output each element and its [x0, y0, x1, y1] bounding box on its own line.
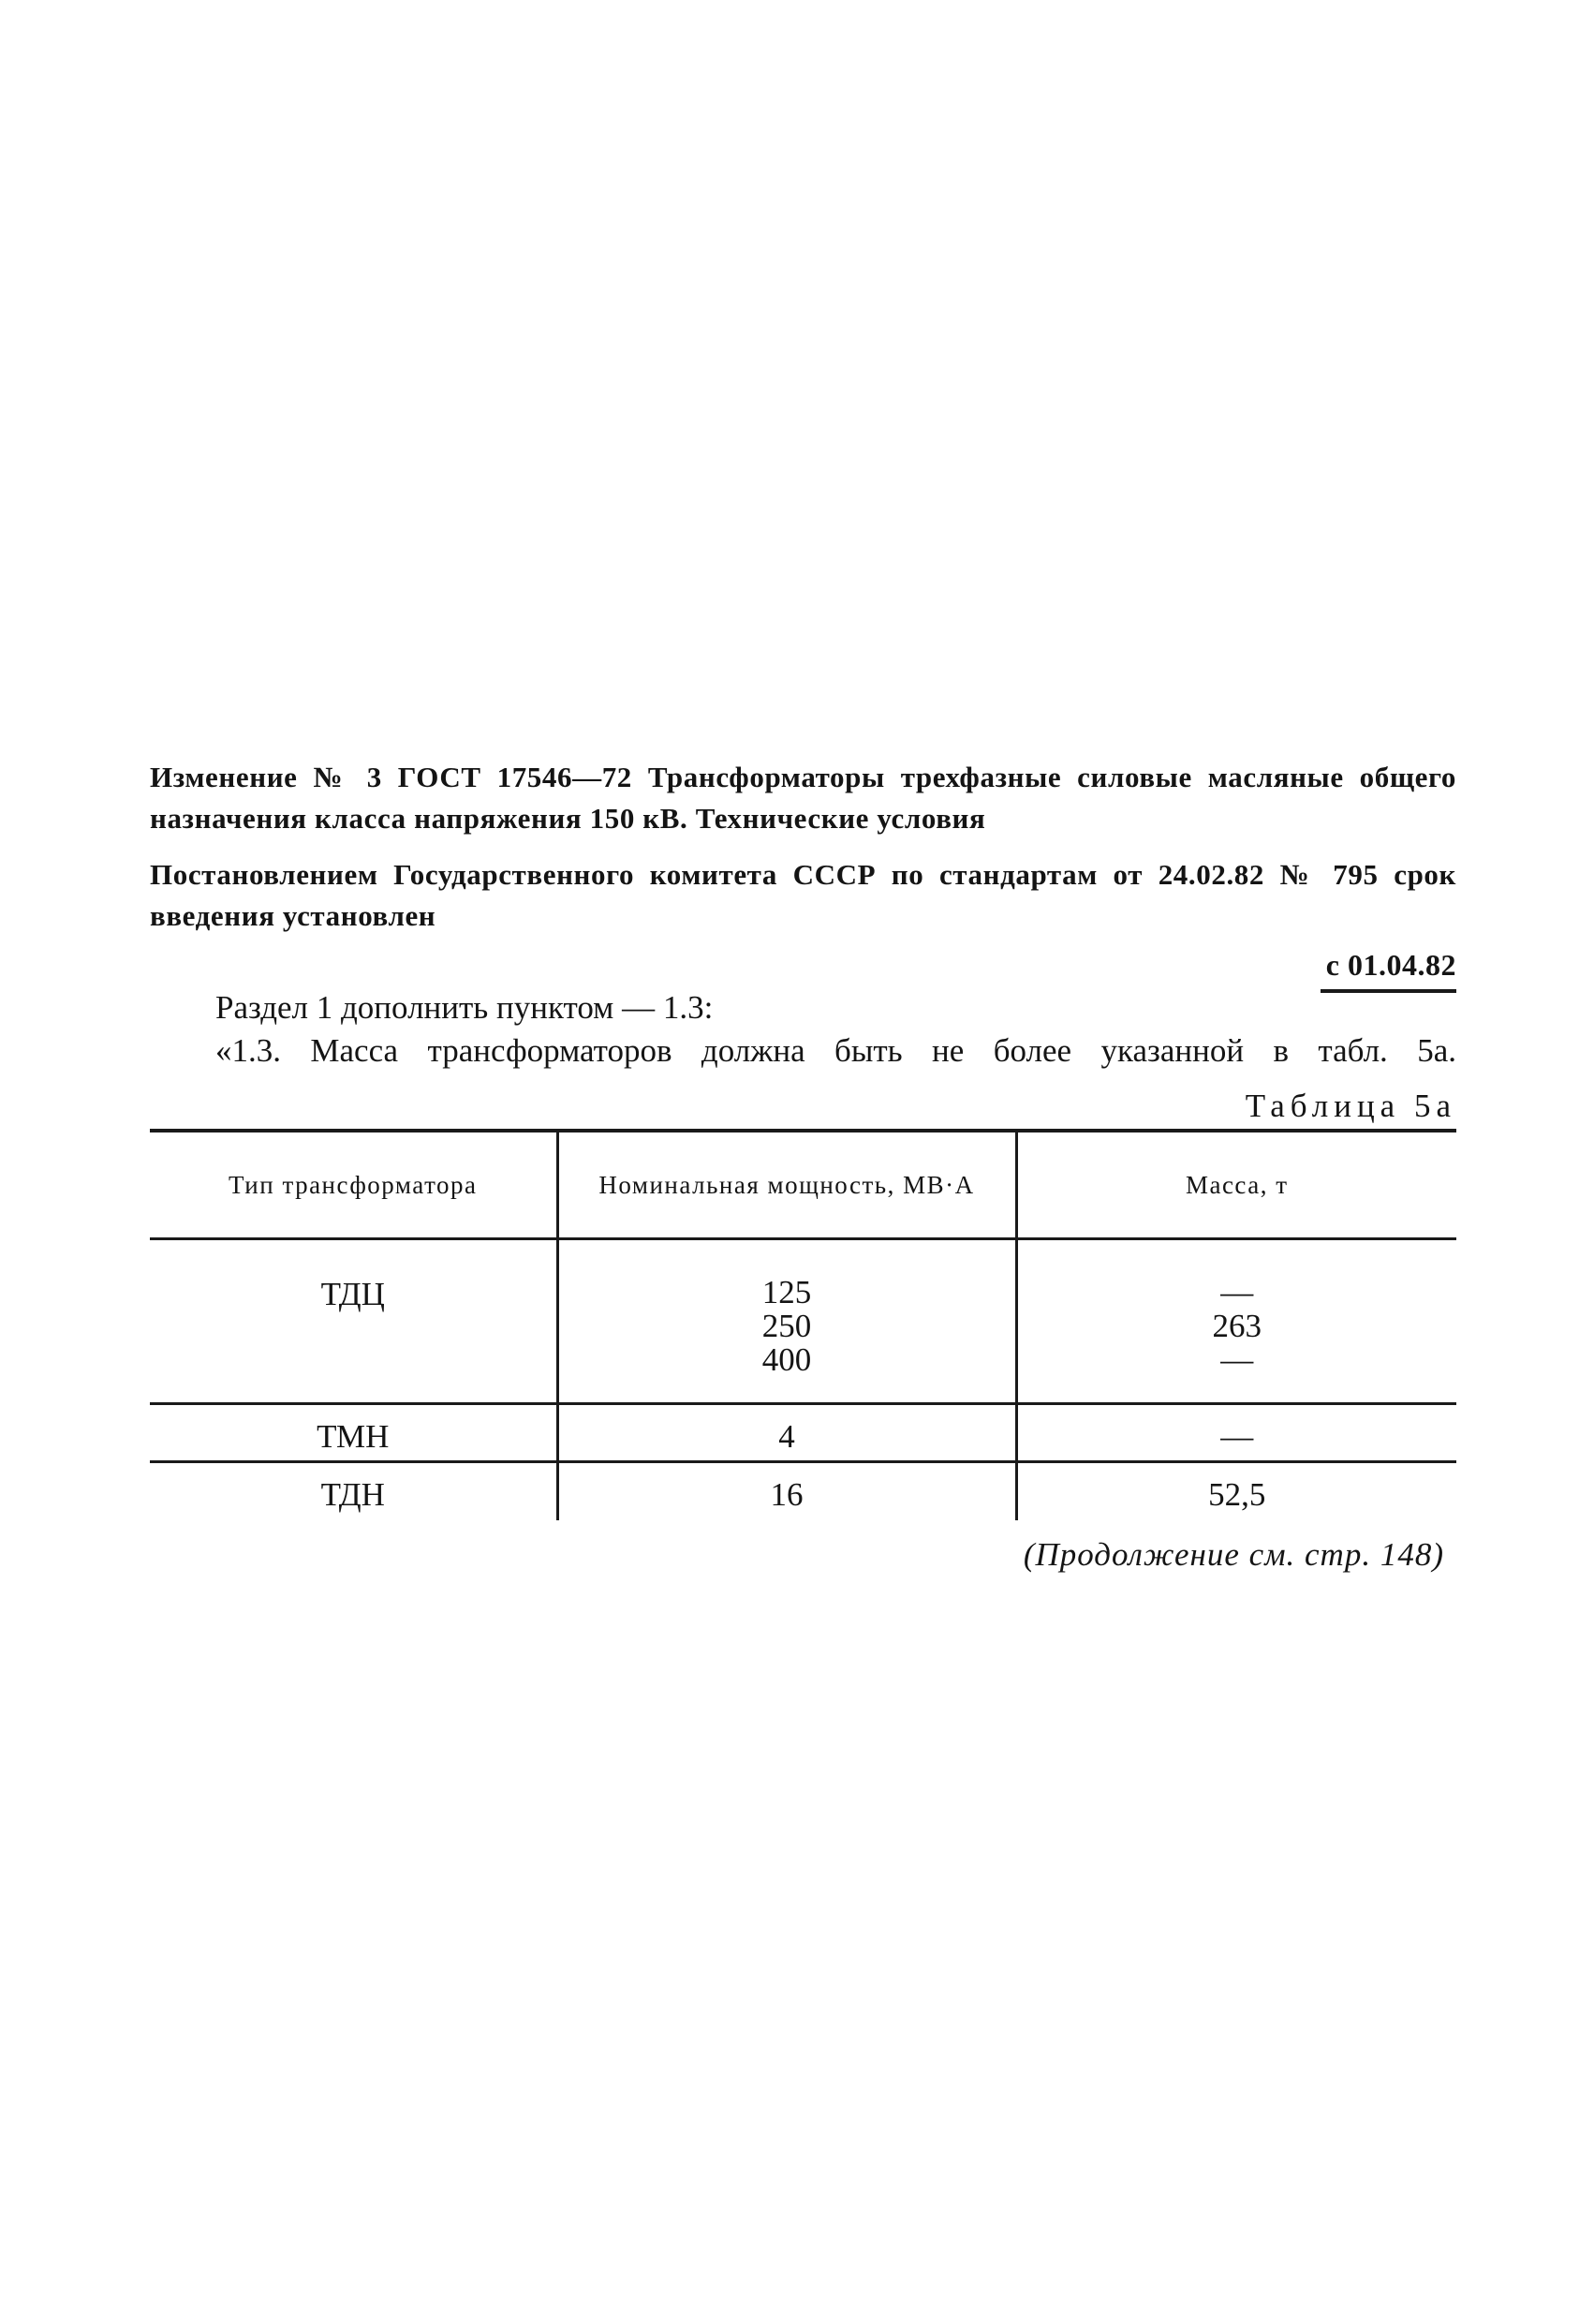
continuation-note: (Продолжение см. стр. 148) — [1023, 1536, 1444, 1573]
table-header-row — [150, 1131, 1456, 1239]
cell-power: 16 — [557, 1462, 1016, 1520]
cell-power — [557, 1239, 1016, 1404]
header-block — [150, 757, 1456, 993]
paragraph-section-addition: Раздел 1 дополнить пунктом — 1.3: — [215, 989, 714, 1026]
mass-value: — — [1220, 1274, 1254, 1310]
table-row — [150, 1404, 1456, 1462]
mass-value: 263 — [1212, 1308, 1262, 1344]
cell-type: ТДН — [320, 1476, 385, 1513]
paragraph-clause-1-3: «1.3. Масса трансформаторов должна быть не более указанной в табл. 5а. — [215, 1032, 1456, 1069]
cell-power: 4 — [557, 1404, 1016, 1462]
table-caption: Таблица 5а — [1245, 1088, 1456, 1124]
table-5a — [150, 1129, 1456, 1520]
document-title: Изменение № 3 ГОСТ 17546—72 Трансформаторы трехфазные силовые масляные общего назначения класса напряжения 150 кВ. Технические условия — [150, 761, 1456, 835]
mass-value: — — [1220, 1341, 1254, 1378]
header-mass: Масса, т — [1016, 1131, 1456, 1239]
effective-date: с 01.04.82 — [1321, 946, 1456, 993]
cell-mass — [1016, 1239, 1456, 1404]
power-value: 125 — [761, 1274, 812, 1310]
cell-mass: — — [1016, 1404, 1456, 1462]
cell-mass: 52,5 — [1016, 1462, 1456, 1520]
table-row — [150, 1239, 1456, 1404]
body-text — [150, 986, 1456, 1127]
cell-type: ТДЦ — [150, 1239, 557, 1404]
header-power: Номинальная мощность, МВ·А — [557, 1131, 1016, 1239]
table-row — [150, 1462, 1456, 1520]
power-value: 400 — [761, 1341, 812, 1378]
header-type: Тип трансформатора — [150, 1131, 557, 1239]
power-value: 250 — [761, 1308, 812, 1344]
decree-text: Постановлением Государственного комитета СССР по стандартам от 24.02.82 № 795 срок введения установлен — [150, 858, 1456, 932]
cell-type: ТМН — [150, 1404, 557, 1462]
